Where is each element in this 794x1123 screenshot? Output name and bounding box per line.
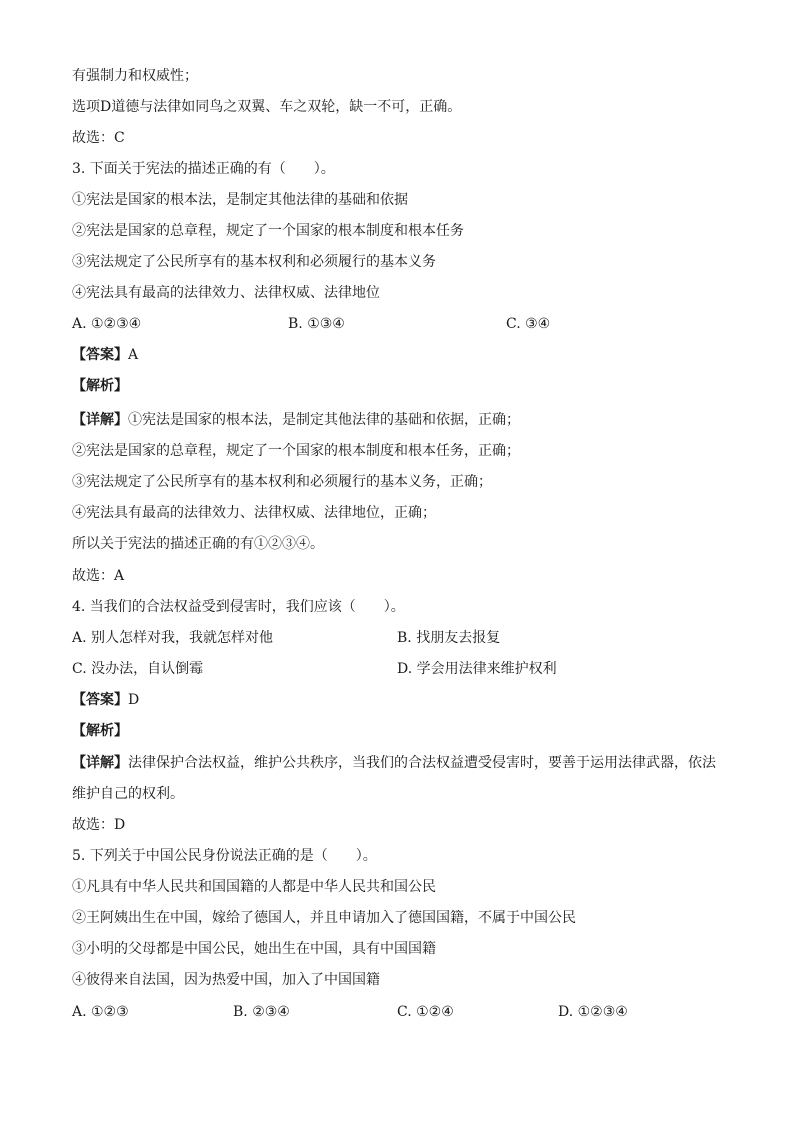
detail-text: ①宪法是国家的根本法，是制定其他法律的基础和依据，正确； [128, 412, 520, 428]
q3-item-1: ①宪法是国家的根本法，是制定其他法律的基础和依据 [72, 192, 408, 208]
q4-stem: 4. 当我们的合法权益受到侵害时，我们应该（ ）。 [72, 599, 405, 615]
answer-value: D [128, 692, 140, 708]
answer-tag: 【答案】 [72, 347, 128, 363]
q4-option-b: B. 找朋友去报复 [397, 630, 501, 646]
q5-item-4: ④彼得来自法国，因为热爱中国，加入了中国国籍 [72, 972, 380, 988]
intro-line-2: 选项D道德与法律如同鸟之双翼、车之双轮，缺一不可，正确。 [72, 99, 462, 115]
q3-answer [72, 345, 138, 365]
q4-option-d: D. 学会用法律来维护权利 [397, 661, 557, 677]
q5-option-a: A. ①②③ [72, 1004, 129, 1020]
detail-tag: 【详解】 [72, 412, 128, 428]
analysis-tag: 【解析】 [72, 723, 128, 739]
q5-option-b: B. ②③④ [233, 1004, 290, 1020]
q3-stem: 3. 下面关于宪法的描述正确的有（ ）。 [72, 161, 335, 177]
q3-item-4: ④宪法具有最高的法律效力、法律权威、法律地位 [72, 285, 380, 301]
q4-choice: 故选：D [72, 817, 126, 833]
q3-analysis-tag [72, 376, 128, 396]
detail-tag: 【详解】 [72, 755, 128, 771]
q3-item-3: ③宪法规定了公民所享有的基本权利和必须履行的基本义务 [72, 254, 436, 270]
q3-choice: 故选：A [72, 568, 125, 584]
q3-detail-3: ③宪法规定了公民所享有的基本权利和必须履行的基本义务，正确； [72, 474, 492, 490]
q5-item-1: ①凡具有中华人民共和国国籍的人都是中华人民共和国公民 [72, 879, 436, 895]
q3-option-a: A. ①②③④ [72, 316, 142, 332]
q4-option-c: C. 没办法，自认倒霉 [72, 661, 204, 677]
q5-option-d: D. ①②③④ [558, 1004, 628, 1020]
q4-detail-1 [72, 753, 716, 773]
q4-detail-2: 维护自己的权利。 [72, 786, 184, 802]
answer-value: A [128, 347, 139, 363]
intro-line-1: 有强制力和权威性； [72, 68, 198, 84]
q4-answer [72, 690, 139, 710]
analysis-tag: 【解析】 [72, 378, 128, 394]
q3-option-c: C. ③④ [506, 316, 551, 332]
intro-choice: 故选：C [72, 130, 125, 146]
detail-text: 法律保护合法权益，维护公共秩序，当我们的合法权益遭受侵害时，要善于运用法律武器，依法 [128, 755, 716, 771]
q5-item-2: ②王阿姨出生在中国，嫁给了德国人，并且申请加入了德国国籍，不属于中国公民 [72, 910, 576, 926]
q4-option-a: A. 别人怎样对我，我就怎样对他 [72, 630, 274, 646]
q3-item-2: ②宪法是国家的总章程，规定了一个国家的根本制度和根本任务 [72, 223, 464, 239]
q5-item-3: ③小明的父母都是中国公民，她出生在中国，具有中国国籍 [72, 941, 436, 957]
q3-detail-5: 所以关于宪法的描述正确的有①②③④。 [72, 536, 324, 552]
q3-detail-1 [72, 410, 520, 430]
q3-detail-2: ②宪法是国家的总章程，规定了一个国家的根本制度和根本任务，正确； [72, 443, 520, 459]
q3-detail-4: ④宪法具有最高的法律效力、法律权威、法律地位，正确； [72, 505, 436, 521]
q3-option-b: B. ①③④ [288, 316, 345, 332]
q4-analysis-tag [72, 721, 128, 741]
q5-option-c: C. ①②④ [397, 1004, 454, 1020]
answer-tag: 【答案】 [72, 692, 128, 708]
q5-stem: 5. 下列关于中国公民身份说法正确的是（ ）。 [72, 848, 377, 864]
